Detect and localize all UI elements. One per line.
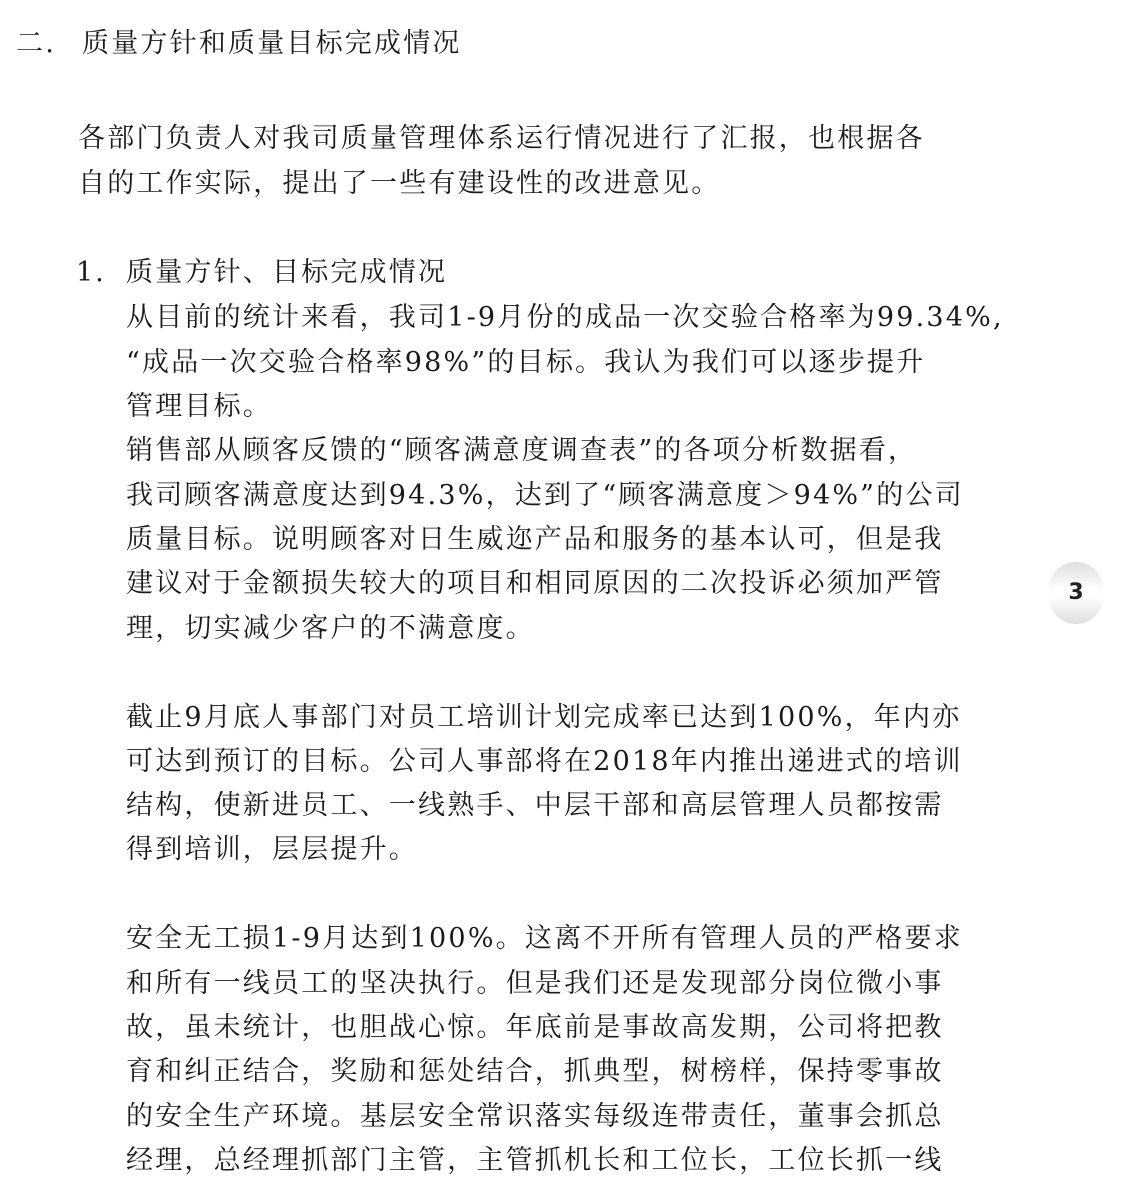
section-heading (16, 27, 462, 61)
safety-paragraph-line: 经理，总经理抓部门主管，主管抓机长和工位长，工位长抓一线 (126, 1145, 944, 1176)
safety-paragraph-line: 安全无工损1-9月达到100%。这离不开所有管理人员的严格要求 (126, 923, 963, 954)
intro-line: 自的工作实际，提出了一些有建设性的改进意见。 (78, 168, 721, 199)
safety-paragraph-line: 故，虽未统计，也胆战心惊。年底前是事故高发期，公司将把教 (126, 1012, 944, 1043)
safety-paragraph-line: 的安全生产环境。基层安全常识落实每级连带责任，董事会抓总 (126, 1101, 944, 1132)
training-paragraph-line: 得到培训，层层提升。 (126, 834, 418, 865)
section-title: 质量方针和质量目标完成情况 (82, 28, 462, 59)
item-title: 质量方针、目标完成情况 (126, 257, 448, 288)
item-number: 1. (76, 257, 106, 288)
quality-paragraph-line: 管理目标。 (126, 391, 272, 422)
section-number: 二. (16, 28, 56, 59)
page-number-badge: 3 (1049, 562, 1103, 624)
sales-paragraph-line: 建议对于金额损失较大的项目和相同原因的二次投诉必须加严管 (126, 568, 944, 599)
sales-paragraph-line: 理，切实减少客户的不满意度。 (126, 613, 535, 644)
quality-paragraph-line: “成品一次交验合格率98%”的目标。我认为我们可以逐步提升 (126, 347, 926, 378)
quality-paragraph-line: 从目前的统计来看，我司1-9月份的成品一次交验合格率为99.34%, (126, 302, 1004, 333)
safety-paragraph-line: 育和纠正结合，奖励和惩处结合，抓典型，树榜样，保持零事故 (126, 1056, 944, 1087)
sales-paragraph-line: 我司顾客满意度达到94.3%，达到了“顾客满意度＞94%”的公司 (126, 480, 964, 511)
intro-line: 各部门负责人对我司质量管理体系运行情况进行了汇报，也根据各 (78, 123, 925, 154)
sales-paragraph-line: 销售部从顾客反馈的“顾客满意度调查表”的各项分析数据看， (126, 435, 918, 466)
training-paragraph-line: 结构，使新进员工、一线熟手、中层干部和高层管理人员都按需 (126, 790, 944, 821)
sales-paragraph-line: 质量目标。说明顾客对日生威迩产品和服务的基本认可，但是我 (126, 524, 944, 555)
training-paragraph-line: 可达到预订的目标。公司人事部将在2018年内推出递进式的培训 (126, 746, 963, 777)
safety-paragraph-line: 和所有一线员工的坚决执行。但是我们还是发现部分岗位微小事 (126, 968, 944, 999)
training-paragraph-line: 截止9月底人事部门对员工培训计划完成率已达到100%，年内亦 (126, 702, 962, 733)
